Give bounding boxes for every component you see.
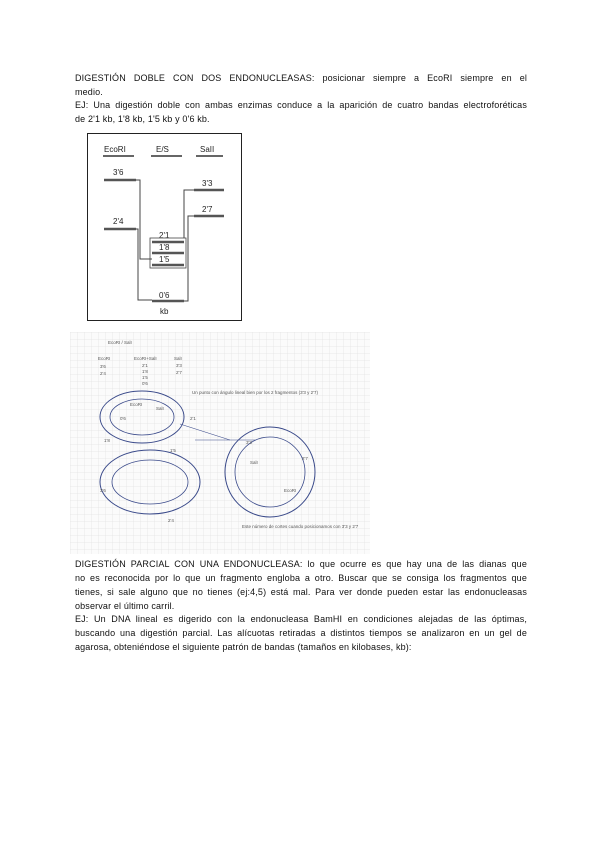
handwritten-sketch-image (70, 332, 370, 554)
sketch-col2-value: 2'1 (142, 363, 148, 368)
text-line: no es reconocida por lo que un fragmento engloba a otro. Buscar que se consiga los fragmentos que (75, 573, 527, 583)
sketch-title: EcoRI / SalI (108, 340, 132, 345)
sketch-col1-value: 3'6 (100, 364, 106, 369)
text-line: observar el último carril. (75, 601, 175, 611)
lane-label-sali: SaII (200, 145, 215, 154)
graph-paper-grid (70, 332, 370, 554)
map-label: 3'3 (246, 440, 252, 445)
map-label: 2'4 (168, 518, 174, 523)
band-label: 2'1 (159, 231, 170, 240)
map-label: EcoRI (130, 402, 143, 407)
sketch-drawing (70, 332, 370, 554)
map-label: 2'1 (190, 416, 196, 421)
partial-digestion-example (75, 612, 527, 654)
sketch-col2-value: 1'5 (142, 375, 148, 380)
connector-line (184, 216, 194, 301)
lane-label-ecori: EcoRI (104, 145, 126, 154)
band-label: 3'6 (113, 168, 124, 177)
partial-digestion-heading (75, 557, 527, 613)
band-label: 2'7 (202, 205, 213, 214)
map-label: 1'5 (170, 448, 176, 453)
unit-label: kb (160, 307, 169, 316)
gel-diagram (88, 134, 241, 320)
sketch-col1-head: EcoRI (98, 356, 111, 361)
map-label: SalI (250, 460, 258, 465)
connector-line (184, 190, 194, 238)
text-line: buscando una digestión parcial. Las alícuotas retiradas a distintos tiempos se analizaron en un gel de (75, 628, 527, 638)
band-label: 1'5 (159, 255, 170, 264)
map-label: 3'6 (100, 488, 106, 493)
sketch-col2-value: 0'6 (142, 381, 148, 386)
sketch-col2-head: EcoRI+SalI (134, 356, 157, 361)
text-line: tienes, si sale alguno que no tienes (ej:4,5) está mal. Para ver donde pueden estar las endonucleasas (75, 587, 527, 597)
sketch-col3-head: SalI (174, 356, 182, 361)
sketch-note: Este número de cortes cuando posicionamos con 3'3 y 2'7 (242, 524, 359, 529)
text-line: DIGESTIÓN DOBLE CON DOS ENDONUCLEASAS: posicionar siempre a EcoRI siempre en el (75, 73, 527, 83)
sketch-col1-value: 2'4 (100, 371, 106, 376)
double-digestion-example (75, 98, 527, 126)
band-label: 3'3 (202, 179, 213, 188)
double-digestion-heading (75, 71, 527, 99)
text-line: agarosa, obteniéndose el siguiente patrón de bandas (tamaños en kilobases, kb): (75, 642, 412, 652)
band-label: 2'4 (113, 217, 124, 226)
text-line: EJ: Una digestión doble con ambas enzimas conduce a la aparición de cuatro bandas electroforéticas (75, 100, 527, 110)
map-label: 0'6 (120, 416, 126, 421)
map-label: EcoRI (284, 488, 297, 493)
sketch-col3-value: 2'7 (176, 370, 182, 375)
band-label: 0'6 (159, 291, 170, 300)
gel-figure (87, 133, 242, 321)
text-line: DIGESTIÓN PARCIAL CON UNA ENDONUCLEASA: lo que ocurre es que hay una de las dianas que (75, 559, 527, 569)
map-label: SalI (156, 406, 164, 411)
text-line: medio. (75, 87, 103, 97)
lane-label-es: E/S (156, 145, 169, 154)
text-line: EJ: Un DNA lineal es digerido con la endonucleasa BamHI en condiciones alejadas de las óptimas, (75, 614, 527, 624)
sketch-col2-value: 1'8 (142, 369, 148, 374)
text-line: de 2'1 kb, 1'8 kb, 1'5 kb y 0'6 kb. (75, 114, 210, 124)
map-label: 2'7 (302, 456, 308, 461)
map-label: 1'8 (104, 438, 110, 443)
sketch-note: Un punto con ángulo lineal bien por los 2 fragmentos (3'3 y 2'7) (192, 390, 319, 395)
sketch-col3-value: 3'3 (176, 363, 182, 368)
band-label: 1'8 (159, 243, 170, 252)
